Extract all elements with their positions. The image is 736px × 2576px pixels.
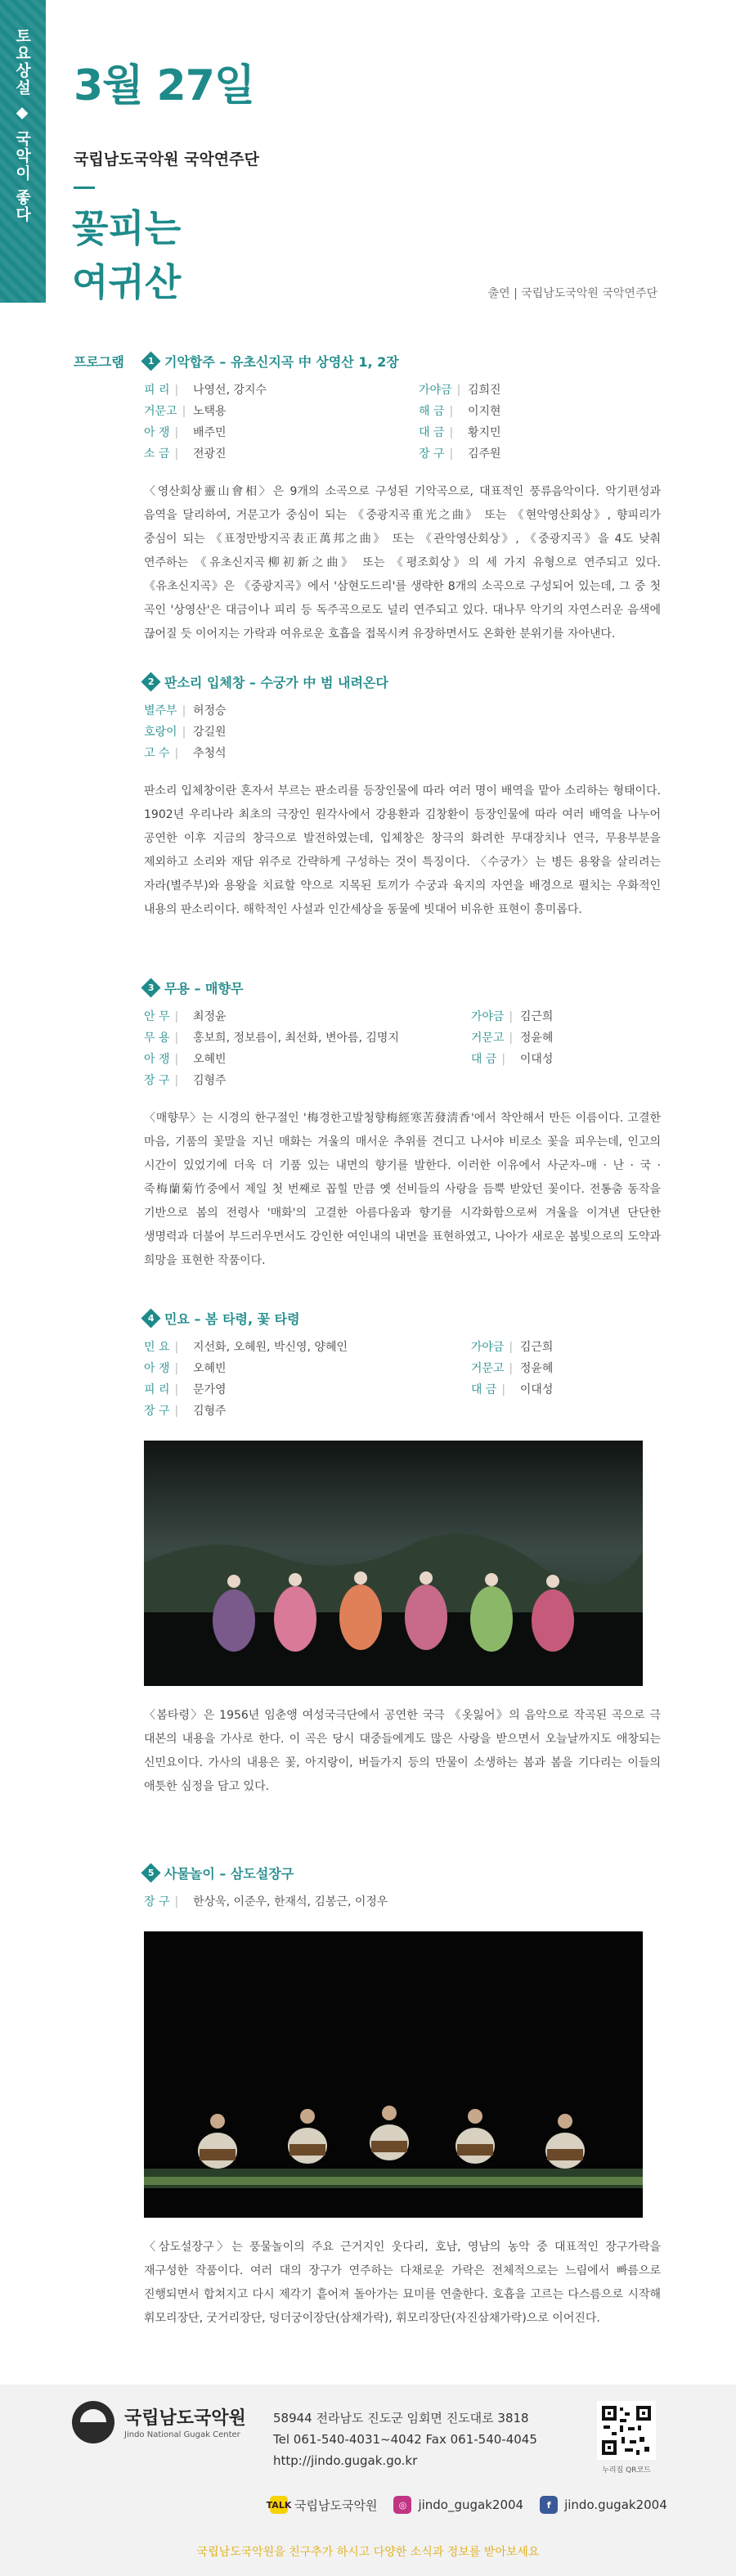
credit-row: 아 쟁 | 배주민 [144,425,386,441]
credit-row: 장 구 | 김형주 [144,1072,438,1089]
credits-list [144,1894,661,1910]
social-links [266,2496,667,2514]
section-number-icon: 5 [141,1863,160,1882]
credit-row: 거문고 | 정윤혜 [471,1030,661,1046]
credits-list [144,1339,661,1419]
title-divider [74,187,95,189]
section-number-icon: 2 [141,672,160,691]
program-section-4 [144,1309,661,1799]
qr-label: 누리집 QR코드 [602,2466,651,2475]
contact-info [273,2407,537,2471]
event-date: 3월 27일 [74,61,255,110]
page-title [72,201,181,309]
qr-code-icon[interactable] [597,2401,656,2460]
credit-row: 대 금 | 이대성 [471,1051,661,1068]
section-number-icon: 3 [141,978,160,997]
credit-row: 소 금 | 전광진 [144,446,386,462]
section-title-text: 판소리 입체창 – 수궁가 中 범 내려온다 [164,675,388,690]
credit-row: 해 금 | 이지현 [419,403,661,420]
program-section-5 [144,1863,661,2331]
title-line-1: 꽃피는 [72,206,182,250]
section-description: 판소리 입체창이란 혼자서 부르는 판소리를 등장인물에 따라 여러 명이 배역을 맡아 소리하는 형태이다. 1902년 우리나라 최초의 극장인 원각사에서 강용환과 김창환이 등장인물에 따라 여러 배역을 나누어 공연한 이후 지금의 창극으로 발전하였는데, 입체창은 창극의 화려한 무대장치나 연극, 무용부분을 제외하고 소리와 재담 위주로 간략하게 구성하는 것이 특징이다. 〈수궁가〉는 병든 용왕을 살리려는 자라(별주부)와 용왕을 치료할 약으로 지목된 토끼가 수궁과 육지의 자연을 배경으로 펼치는 우화적인 내용의 판소리이다. 해학적인 사설과 인간세상을 동물에 빗대어 비유한 표현이 흥미롭다. [144,784,661,916]
credit-row: 피 리 | 문가영 [144,1382,438,1398]
credit-row: 가야금 | 김희진 [419,382,661,398]
footer [0,2385,736,2576]
dance-performance-photo [144,1441,643,1686]
logo-icon [72,2401,114,2443]
credit-row: 피 리 | 나영선, 강지수 [144,382,386,398]
credit-row: 가야금 | 김근희 [471,1009,661,1025]
side-tab [0,0,46,303]
credit-row: 대 금 | 황지민 [419,425,661,441]
section-title [144,672,661,691]
section-title [144,1309,661,1328]
samulnori-stage-image [144,1931,643,2218]
title-line-2: 여귀산 [72,260,182,304]
facebook-link[interactable]: f jindo.gugak2004 [540,2496,667,2514]
credits-list [144,703,661,762]
section-title-text: 기악합주 – 유초신지곡 中 상영산 1, 2장 [164,354,399,370]
performer-credit: 출연 | 국립남도국악원 국악연주단 [487,287,657,300]
section-number-icon: 4 [141,1308,160,1328]
credit-row: 민 요 | 지선화, 오혜원, 박신영, 양혜인 [144,1339,438,1355]
credit-row: 장 구 | 한상욱, 이준우, 한재석, 김봉근, 이정우 [144,1894,661,1910]
program-section-2 [144,672,661,922]
samulnori-performance-photo [144,1931,643,2218]
section-title [144,352,661,371]
phone-fax: Tel 061-540-4031~4042 Fax 061-540-4045 [273,2432,537,2447]
logo-subtitle: Jindo National Gugak Center [124,2430,240,2439]
credits-list [144,1009,661,1089]
kakao-link[interactable]: TALK 국립남도국악원 [270,2496,377,2514]
credit-row: 고 수 | 추청석 [144,745,661,762]
logo-name: 국립남도국악원 [124,2408,246,2429]
section-title-text: 민요 – 봄 타령, 꽃 타령 [164,1311,300,1327]
side-tab-label: 토요상설 ◆ 국악이 좋다 [13,28,31,223]
credit-row: 무 용 | 홍보희, 정보름이, 최선화, 변아름, 김명지 [144,1030,438,1046]
credit-row: 별주부 | 허정승 [144,703,661,719]
kakao-icon: TALK [270,2496,288,2514]
instagram-icon: ◎ [393,2496,411,2514]
credit-row: 가야금 | 김근희 [471,1339,661,1355]
instagram-link[interactable]: ◎ jindo_gugak2004 [393,2496,523,2514]
facebook-icon: f [540,2496,558,2514]
section-description: 〈매향무〉는 시경의 한구절인 '梅경한고발청향梅經寒苦發淸香'에서 착안해서 만든 이름이다. 고결한 마음, 기품의 꽃말을 지닌 매화는 겨울의 매서운 추위를 견디고 나서야 비로소 꽃을 피우는데, 인고의 시간이 있었기에 더욱 더 기품 있는 내면의 향기를 발한다. 이러한 이유에서 사군자–매 · 난 · 국 · 죽梅蘭菊竹중에서 제일 첫 번째로 꼽힐 만큼 옛 선비들의 사랑을 듬뿍 받았던 꽃이다. 전통춤 동작을 기반으로 봄의 전령사 '매화'의 고결한 아름다움과 향기를 시각화함으로써 겨울을 이겨낸 단단한 생명력과 더불어 부드러우면서도 강인한 여인내의 내면을 표현하였고, 나아가 새로운 봄빛으로의 도약과 희망을 표현한 작품이다. [144,1112,661,1267]
credit-row: 장 구 | 김주원 [419,446,661,462]
program-section-3 [144,978,661,1273]
section-description: 〈영산회상靈山會相〉은 9개의 소곡으로 구성된 기악곡으로, 대표적인 풍류음악이다. 악기편성과 음역을 달리하여, 거문고가 중심이 되는 《중광지곡重光之曲》 또는 《현악영산회상》, 향피리가 중심이 되는 《표정만방지곡表正萬邦之曲》 또는 《관악영산회상》, 《중광지곡》을 4도 낮춰 연주하는 《유초신지곡柳初新之曲》 또는 《평조회상》의 세 가지 유형으로 연주되고 있다. 《유초신지곡》은 《중광지곡》에서 '삼현도드리'를 생략한 8개의 소곡으로 구성되어 있는데, 그 중 첫 곡인 '상영산'은 대금이나 피리 등 독주곡으로도 널리 연주되고 있다. 대나무 악기의 자연스러운 음색에 끊어질 듯 이어지는 가락과 여유로운 호흡을 접목시켜 유장하면서도 온화한 분위기를 자아낸다. [144,485,661,641]
address: 58944 전라남도 진도군 임회면 진도대로 3818 [273,2411,529,2425]
section-description: 〈봄타령〉은 1956년 임춘앵 여성국극단에서 공연한 국극 《옷잃어》의 음악으로 작곡된 곡으로 극 대본의 내용을 가사로 한다. 이 곡은 당시 대중들에게도 많은 사랑을 받으면서 오늘날까지도 애창되는 신민요이다. 가사의 내용은 꽃, 아지랑이, 버들가지 등의 만물이 소생하는 봄과 봄을 기다리는 이들의 애틋한 심정을 담고 있다. [144,1709,661,1793]
dance-stage-image [144,1441,643,1686]
credit-row: 아 쟁 | 오혜빈 [144,1051,438,1068]
org-name: 국립남도국악원 국악연주단 [74,151,259,169]
credit-row: 아 쟁 | 오혜빈 [144,1360,438,1377]
credit-row: 장 구 | 김형주 [144,1403,438,1419]
credit-row: 거문고 | 노택용 [144,403,386,420]
credit-row: 안 무 | 최정윤 [144,1009,438,1025]
credits-list [144,382,661,462]
section-title [144,978,661,997]
footer-notice: 국립남도국악원을 친구추가 하시고 다양한 소식과 정보를 받아보세요 [196,2546,540,2559]
section-description: 〈삼도설장구〉는 풍물놀이의 주요 근거지인 웃다리, 호남, 영남의 농악 중 대표적인 장구가락을 재구성한 작품이다. 여러 대의 장구가 연주하는 다채로운 가락은 전체적으로는 느림에서 빠름으로 진행되면서 합쳐지고 다시 제각기 흩어져 돌아가는 묘미를 연출한다. 호흡을 고르는 다스름으로 시작해 휘모리장단, 굿거리장단, 덩더궁이장단(삼채가락), 휘모리장단(자진삼채가락)으로 이어진다. [144,2241,661,2325]
credit-row: 대 금 | 이대성 [471,1382,661,1398]
program-label: 프로그램 [74,354,124,370]
section-title-text: 사물놀이 – 삼도설장구 [164,1866,294,1881]
website-link[interactable]: http://jindo.gugak.go.kr [273,2453,418,2468]
credit-row: 호랑이 | 강길원 [144,724,661,740]
section-number-icon: 1 [141,351,160,371]
section-title-text: 무용 – 매향무 [164,981,244,996]
program-section-1 [144,352,661,646]
credit-row: 거문고 | 정윤혜 [471,1360,661,1377]
section-title [144,1863,661,1882]
